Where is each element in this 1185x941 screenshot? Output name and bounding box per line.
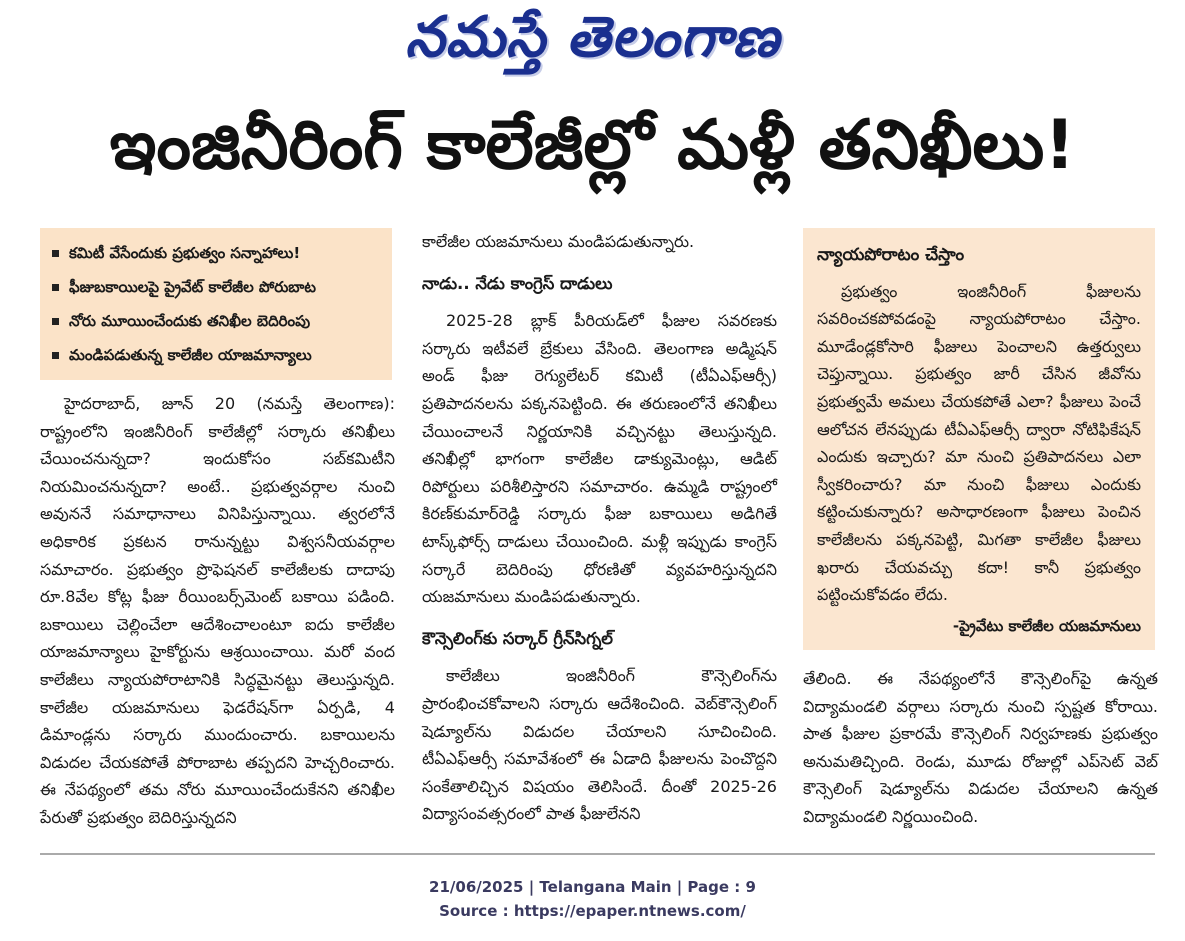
square-bullet-icon [52, 352, 59, 359]
headline [20, 98, 1165, 208]
sidebar-text: ప్రభుత్వం ఇంజినీరింగ్ ఫీజులను సవరించకపోవడంపై న్యాయపోరాటం చేస్తాం. మూడేండ్లకోసారి ఫీజులు పెంచాలని ఉత్తర్వులు చెప్తున్నాయి. ప్రభుత్వం జారీ చేసిన జీవోను ప్రభుత్వమే అమలు చేయకపోతే ఎలా? ఫీజులు పెంచే ఆలోచన లేనప్పుడు టీఏఎఫ్‌ఆర్సీ ద్వారా నోటిఫికేషన్ ఎందుకు ఇచ్చారు? మా నుంచి ప్రతిపాదనలు ఎలా స్వీకరించారు? మా నుంచి ఫీజులు ఎందుకు కట్టించుకున్నారు? అసాధారణంగా ఫీజులు పెంచిన కాలేజీలను పక్కనపెట్టి, మిగతా కాలేజీల ఫీజులు ఖరారు చేయవచ్చు కదా! కానీ ప్రభుత్వం పట్టించుకోవడం లేదు. [817, 281, 1141, 605]
quote-sidebar [803, 228, 1155, 650]
highlight-item: కమిటీ వేసేందుకు ప్రభుత్వం సన్నాహాలు! [46, 236, 386, 270]
highlights-list [46, 236, 386, 372]
masthead-logo: నమస్తే తెలంగాణ [405, 4, 780, 70]
sidebar-title: న్యాయపోరాటం చేస్తాం [817, 245, 965, 265]
square-bullet-icon [52, 284, 59, 291]
paragraph: హైదరాబాద్, జూన్ 20 (నమస్తే తెలంగాణ): రాష్ట్రంలోని ఇంజినీరింగ్ కాలేజీల్లో సర్కారు తనిఖీలు చేయించనున్నదా? ఇందుకోసం సబ్‌కమిటీని నియమించనున్నదా? అంటే.. ప్రభుత్వవర్గాల నుంచి అవుననే సమాధానాలు వినిపిస్తున్నాయి. త్వరలోనే అధికారిక ప్రకటన రానున్నట్టు విశ్వసనీయవర్గాల సమాచారం. ప్రభుత్వం ప్రొఫెషనల్ కాలేజీలకు దాదాపు రూ.8వేల కోట్ల ఫీజు రీయింబర్స్‌మెంట్ బకాయి పడింది. బకాయిలు చెల్లించేలా ఆదేశించాలంటూ ఐదు కాలేజీల యాజమాన్యాలు హైకోర్టును ఆశ్రయించాయి. మరో వంద కాలేజీలు న్యాయపోరాటానికి సిద్ధమైనట్టు తెలుస్తున్నది. కాలేజీల యజమానులు ఫెడరేషన్‌గా ఏర్పడి, 4 డిమాండ్లను సర్కారు ముందుంచారు. బకాయిలను విడుదల చేయకపోతే పోరాబాట తప్పదని హెచ్చరించారు. ఈ నేపథ్యంలో తమ నోరు మూయించేందుకేనని తనిఖీల పేరుతో ప్రభుత్వం బెదిరిస్తున్నదని [40, 394, 395, 827]
paragraph: కాలేజీలు ఇంజినీరింగ్ కౌన్సెలింగ్‌ను ప్రారంభించకోవాలని సర్కారు ఆదేశించింది. వెబ్‌కౌన్సెలింగ్ షెడ్యూల్‌ను విడుదల చేయాలని సూచించింది. టీఏఎఫ్‌ఆర్సీ సమావేశంలో ఈ ఏడాది ఫీజులను పెంచొద్దని సంకేతాలిచ్చిన విషయం తెలిసిందే. దీంతో 2025-26 విద్యాసంవత్సరంలో పాత ఫీజులేనని [422, 666, 777, 824]
subheading: కౌన్సెలింగ్‌కు సర్కార్ గ్రీన్‌సిగ్నల్ [422, 628, 613, 648]
footer-date-line: 21/06/2025 | Telangana Main | Page : 9 [429, 878, 756, 896]
footer-source-line: Source : https://epaper.ntnews.com/ [439, 902, 746, 920]
paragraph: కాలేజీల యజమానులు మండిపడుతున్నారు. [422, 232, 695, 251]
headline-text: ఇంజినీరింగ్ కాలేజీల్లో మళ్లీ తనిఖీలు! [109, 105, 1076, 185]
footer [0, 875, 1185, 923]
paragraph: తేలింది. ఈ నేపథ్యంలోనే కౌన్సెలింగ్‌పై ఉన్నత విద్యామండలి వర్గాలు సర్కారు నుంచి స్పష్టత కోరాయి. పాత ఫీజుల ప్రకారమే కౌన్సెలింగ్ నిర్వహణకు ప్రభుత్వం అనుమతిచ్చింది. రెండు, మూడు రోజుల్లో ఎప్‌సెట్ వెబ్ కౌన్సెలింగ్ షెడ్యూల్‌ను విడుదల చేయాలని ఉన్నత విద్యామండలి నిర్ణయించింది. [803, 669, 1158, 826]
article-column-1 [40, 390, 395, 832]
subheading: నాడు.. నేడు కాంగ్రెస్ దాడులు [422, 273, 613, 293]
masthead [0, 0, 1185, 88]
article-column-2 [422, 228, 777, 828]
footer-divider [40, 853, 1155, 855]
square-bullet-icon [52, 250, 59, 257]
square-bullet-icon [52, 318, 59, 325]
highlights-box [40, 228, 392, 380]
paragraph: 2025-28 బ్లాక్ పీరియడ్‌లో ఫీజుల సవరణకు సర్కారు ఇటీవలే బ్రేకులు వేసింది. తెలంగాణ అడ్మిషన్ అండ్ ఫీజు రెగ్యులేటర్ కమిటీ (టీఏఎఫ్‌ఆర్సీ) ప్రతిపాదనలను పక్కనపెట్టింది. ఈ తరుణంలోనే తనిఖీలు చేయించాలనే నిర్ణయానికి వచ్చినట్టు తెలుస్తున్నది. తనిఖీల్లో భాగంగా కాలేజీల డాక్యుమెంట్లు, ఆడిట్ రిపోర్టులు పరిశీలిస్తారని సమాచారం. ఉమ్మడి రాష్ట్రంలో కిరణ్‌కుమార్‌రెడ్డి సర్కారు ఫీజు బకాయిలు అడిగితే టాస్క్‌ఫోర్స్ దాడులు చేయించింది. మళ్లీ ఇప్పుడు కాంగ్రెస్ సర్కారే బెదిరింపు ధోరణితో వ్యవహరిస్తున్నదని యజమానులు మండిపడుతున్నారు. [422, 311, 777, 607]
sidebar-byline: -ప్రైవేటు కాలేజీల యజమానులు [952, 616, 1141, 635]
highlight-item: నోరు మూయించేందుకు తనిఖీల బెదిరింపు [46, 304, 386, 338]
highlight-item: మండిపడుతున్న కాలేజీల యాజమాన్యాలు [46, 338, 386, 372]
article-column-3 [803, 665, 1158, 831]
highlight-item: ఫీజుబకాయిలపై ప్రైవేట్ కాలేజీల పోరుబాట [46, 270, 386, 304]
